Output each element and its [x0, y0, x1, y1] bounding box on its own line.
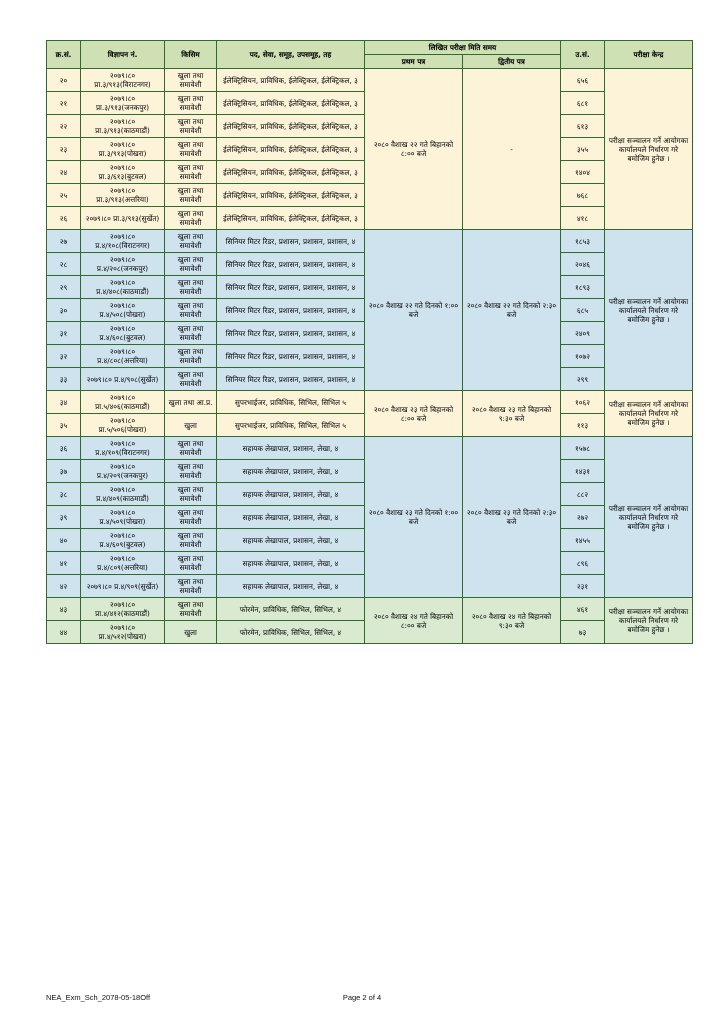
cell-sn: ३७ — [47, 460, 81, 483]
cell-post-service: सहायक लेखापाल, प्रशासन, लेखा, ४ — [217, 460, 365, 483]
cell-advertisement-no: २०७९।८० प्र.४/९०९(सुर्खेत) — [81, 575, 165, 598]
cell-paper1-datetime: २०८० वैशाख २२ गते बिहानको ८:०० बजे — [365, 69, 463, 230]
cell-candidate-count: ७३ — [561, 621, 605, 644]
cell-post-service: सुपरभाईजर, प्राविधिक, सिभिल, सिभिल ५ — [217, 391, 365, 414]
cell-sn: ४४ — [47, 621, 81, 644]
cell-advertisement-no: २०७९।८० प्रा.३/६१३(बुटवल) — [81, 161, 165, 184]
cell-sn: ३३ — [47, 368, 81, 391]
cell-advertisement-no: २०७९।८० प्रा.३/९१३(जनकपुर) — [81, 92, 165, 115]
cell-post-service: सहायक लेखापाल, प्रशासन, लेखा, ४ — [217, 437, 365, 460]
cell-candidate-count: ३५५ — [561, 138, 605, 161]
cell-paper2-datetime: २०८० वैशाख २४ गते बिहानको ९:३० बजे — [463, 598, 561, 644]
col-header-paper2: द्वितीय पत्र — [463, 55, 561, 69]
cell-advertisement-no: २०७९।८० प्रा.३/९१३(पोखरा) — [81, 138, 165, 161]
cell-type: खुला तथा समावेशी — [165, 506, 217, 529]
cell-candidate-count: ८८२ — [561, 483, 605, 506]
cell-post-service: सहायक लेखापाल, प्रशासन, लेखा, ४ — [217, 552, 365, 575]
cell-type: खुला तथा समावेशी — [165, 575, 217, 598]
col-header-advertisement-no: विज्ञापन नं. — [81, 41, 165, 69]
cell-candidate-count: २७२ — [561, 506, 605, 529]
cell-sn: २१ — [47, 92, 81, 115]
cell-exam-center: परीक्षा सञ्चालन गर्ने आयोगका कार्यालयले निर्धारण गरे बमोजिम हुनेछ । — [605, 437, 693, 598]
cell-type: खुला तथा समावेशी — [165, 299, 217, 322]
cell-sn: २९ — [47, 276, 81, 299]
cell-type: खुला तथा समावेशी — [165, 529, 217, 552]
cell-type: खुला तथा समावेशी — [165, 437, 217, 460]
cell-type: खुला तथा समावेशी — [165, 253, 217, 276]
cell-candidate-count: १४०४ — [561, 161, 605, 184]
cell-type: खुला तथा समावेशी — [165, 138, 217, 161]
cell-exam-center: परीक्षा सञ्चालन गर्ने आयोगका कार्यालयले निर्धारण गरे बमोजिम हुनेछ । — [605, 598, 693, 644]
cell-paper2-datetime: २०८० वैशाख २३ गते बिहानको ९:३० बजे — [463, 391, 561, 437]
cell-sn: ३८ — [47, 483, 81, 506]
cell-candidate-count: ६५६ — [561, 69, 605, 92]
cell-advertisement-no: २०७९।८० प्रा.४/५१२(पोखरा) — [81, 621, 165, 644]
cell-post-service: सिनियर मिटर रिडर, प्रशासन, प्रशासन, प्रशासन, ४ — [217, 368, 365, 391]
cell-type: खुला तथा समावेशी — [165, 230, 217, 253]
cell-sn: ३४ — [47, 391, 81, 414]
cell-candidate-count: १४३१ — [561, 460, 605, 483]
cell-advertisement-no: २०७९।८० प्र.४/५०८(पोखरा) — [81, 299, 165, 322]
cell-post-service: ईलेक्ट्रिसियन, प्राविधिक, ईलेक्ट्रिकल, ईलेक्ट्रिकल, ३ — [217, 69, 365, 92]
cell-candidate-count: २३१ — [561, 575, 605, 598]
cell-type: खुला तथा समावेशी — [165, 161, 217, 184]
cell-type: खुला तथा समावेशी — [165, 276, 217, 299]
cell-post-service: सिनियर मिटर रिडर, प्रशासन, प्रशासन, प्रशासन, ४ — [217, 276, 365, 299]
cell-advertisement-no: २०७९।८० प्र.४/८०८(अत्तरिया) — [81, 345, 165, 368]
cell-advertisement-no: २०७९।८० प्र.४/४०८(काठमाडौं) — [81, 276, 165, 299]
cell-paper2-datetime: २०८० वैशाख २३ गते दिनको २:३० बजे — [463, 437, 561, 598]
col-header-exam-center: परीक्षा केन्द्र — [605, 41, 693, 69]
cell-sn: ४२ — [47, 575, 81, 598]
col-header-exam-datetime: लिखित परीक्षा मिति समय — [365, 41, 561, 55]
cell-post-service: फोरमेन, प्राविधिक, सिभिल, सिभिल, ४ — [217, 598, 365, 621]
cell-paper1-datetime: २०८० वैशाख २३ गते दिनको १:०० बजे — [365, 437, 463, 598]
cell-sn: २० — [47, 69, 81, 92]
cell-candidate-count: ८९६ — [561, 552, 605, 575]
cell-type: खुला — [165, 414, 217, 437]
cell-type: खुला तथा समावेशी — [165, 322, 217, 345]
cell-candidate-count: ६८१ — [561, 92, 605, 115]
cell-type: खुला तथा समावेशी — [165, 92, 217, 115]
cell-type: खुला तथा समावेशी — [165, 184, 217, 207]
cell-type: खुला तथा समावेशी — [165, 598, 217, 621]
cell-type: खुला तथा समावेशी — [165, 69, 217, 92]
cell-post-service: सिनियर मिटर रिडर, प्रशासन, प्रशासन, प्रशासन, ४ — [217, 345, 365, 368]
col-header-post-service: पद, सेवा, समूह, उपसमूह, तह — [217, 41, 365, 69]
cell-advertisement-no: २०७९।८० प्रा.५/४०६(काठमाडौं) — [81, 391, 165, 414]
cell-candidate-count: १०७२ — [561, 345, 605, 368]
cell-candidate-count: १४५५ — [561, 529, 605, 552]
cell-post-service: सिनियर मिटर रिडर, प्रशासन, प्रशासन, प्रशासन, ४ — [217, 322, 365, 345]
cell-type: खुला तथा आ.प्र. — [165, 391, 217, 414]
cell-sn: ४३ — [47, 598, 81, 621]
page-footer — [46, 993, 678, 1002]
cell-candidate-count: २४०९ — [561, 322, 605, 345]
cell-exam-center: परीक्षा सञ्चालन गर्ने आयोगका कार्यालयले निर्धारण गरे बमोजिम हुनेछ । — [605, 391, 693, 437]
table-row — [47, 598, 693, 621]
cell-type: खुला तथा समावेशी — [165, 115, 217, 138]
cell-post-service: सिनियर मिटर रिडर, प्रशासन, प्रशासन, प्रशासन, ४ — [217, 299, 365, 322]
cell-advertisement-no: २०७९।८० प्रा.३/९१३(अत्तरिया) — [81, 184, 165, 207]
cell-post-service: सुपरभाईजर, प्राविधिक, सिभिल, सिभिल ५ — [217, 414, 365, 437]
cell-advertisement-no: २०७९।८० प्रा.३/९१३(काठमाडौं) — [81, 115, 165, 138]
cell-advertisement-no: २०७९।८० प्रा.४/४१२(काठमाडौं) — [81, 598, 165, 621]
table-header-row-1 — [47, 41, 693, 55]
cell-sn: २५ — [47, 184, 81, 207]
cell-sn: २२ — [47, 115, 81, 138]
cell-post-service: फोरमेन, प्राविधिक, सिभिल, सिभिल, ४ — [217, 621, 365, 644]
cell-sn: ४० — [47, 529, 81, 552]
table-row — [47, 69, 693, 92]
cell-type: खुला तथा समावेशी — [165, 552, 217, 575]
cell-post-service: सिनियर मिटर रिडर, प्रशासन, प्रशासन, प्रशासन, ४ — [217, 253, 365, 276]
cell-advertisement-no: २०७९।८० प्र.४/१०९(विराटनगर) — [81, 437, 165, 460]
cell-post-service: सहायक लेखापाल, प्रशासन, लेखा, ४ — [217, 483, 365, 506]
cell-sn: ४१ — [47, 552, 81, 575]
cell-exam-center: परीक्षा सञ्चालन गर्ने आयोगका कार्यालयले निर्धारण गरे बमोजिम हुनेछ । — [605, 69, 693, 230]
cell-candidate-count: ११३ — [561, 414, 605, 437]
cell-candidate-count: ४६१ — [561, 598, 605, 621]
col-header-type: किसिम — [165, 41, 217, 69]
cell-advertisement-no: २०७९।८० प्र.४/९०८(सुर्खेत) — [81, 368, 165, 391]
cell-advertisement-no: २०७९।८० प्रा.३/९१३(विराटनगर) — [81, 69, 165, 92]
table-body — [47, 69, 693, 644]
cell-paper1-datetime: २०८० वैशाख २४ गते बिहानको ८:०० बजे — [365, 598, 463, 644]
cell-candidate-count: १८५३ — [561, 230, 605, 253]
cell-candidate-count: २९९ — [561, 368, 605, 391]
cell-type: खुला तथा समावेशी — [165, 368, 217, 391]
footer-page-number: Page 2 of 4 — [342, 993, 382, 1002]
cell-type: खुला तथा समावेशी — [165, 460, 217, 483]
cell-advertisement-no: २०७९।८० प्र.४/६०८(बुटवल) — [81, 322, 165, 345]
table-row — [47, 437, 693, 460]
cell-post-service: ईलेक्ट्रिसियन, प्राविधिक, ईलेक्ट्रिकल, ईलेक्ट्रिकल, ३ — [217, 161, 365, 184]
cell-advertisement-no: २०७९।८० प्र.४/२०८(जनकपुर) — [81, 253, 165, 276]
table-row — [47, 391, 693, 414]
cell-candidate-count: १८९३ — [561, 276, 605, 299]
cell-post-service: ईलेक्ट्रिसियन, प्राविधिक, ईलेक्ट्रिकल, ईलेक्ट्रिकल, ३ — [217, 207, 365, 230]
cell-advertisement-no: २०७९।८० प्रा.३/९१३(सुर्खेत) — [81, 207, 165, 230]
cell-advertisement-no: २०७९।८० प्र.४/८०९(अत्तरिया) — [81, 552, 165, 575]
cell-post-service: ईलेक्ट्रिसियन, प्राविधिक, ईलेक्ट्रिकल, ईलेक्ट्रिकल, ३ — [217, 115, 365, 138]
col-header-paper1: प्रथम पत्र — [365, 55, 463, 69]
cell-exam-center: परीक्षा सञ्चालन गर्ने आयोगका कार्यालयले निर्धारण गरे बमोजिम हुनेछ । — [605, 230, 693, 391]
footer-file-id: NEA_Exm_Sch_2078-05-18Off — [46, 993, 151, 1002]
cell-type: खुला तथा समावेशी — [165, 483, 217, 506]
cell-advertisement-no: २०७९।८० प्र.४/२०९(जनकपुर) — [81, 460, 165, 483]
cell-sn: ३५ — [47, 414, 81, 437]
cell-post-service: सहायक लेखापाल, प्रशासन, लेखा, ४ — [217, 575, 365, 598]
table-row — [47, 230, 693, 253]
cell-post-service: ईलेक्ट्रिसियन, प्राविधिक, ईलेक्ट्रिकल, ईलेक्ट्रिकल, ३ — [217, 92, 365, 115]
cell-sn: २३ — [47, 138, 81, 161]
cell-candidate-count: ७६८ — [561, 184, 605, 207]
cell-sn: ३२ — [47, 345, 81, 368]
cell-sn: ३९ — [47, 506, 81, 529]
cell-candidate-count: ४१८ — [561, 207, 605, 230]
table-header — [47, 41, 693, 69]
cell-advertisement-no: २०७९।८० प्र.४/६०९(बुटवल) — [81, 529, 165, 552]
cell-sn: २६ — [47, 207, 81, 230]
cell-paper1-datetime: २०८० वैशाख २२ गते दिनको १:०० बजे — [365, 230, 463, 391]
col-header-candidate-count: उ.सं. — [561, 41, 605, 69]
cell-sn: २८ — [47, 253, 81, 276]
cell-paper2-datetime: २०८० वैशाख २२ गते दिनको २:३० बजे — [463, 230, 561, 391]
col-header-sn: क्र.सं. — [47, 41, 81, 69]
cell-paper2-datetime: - — [463, 69, 561, 230]
cell-post-service: सहायक लेखापाल, प्रशासन, लेखा, ४ — [217, 529, 365, 552]
cell-post-service: ईलेक्ट्रिसियन, प्राविधिक, ईलेक्ट्रिकल, ईलेक्ट्रिकल, ३ — [217, 184, 365, 207]
cell-post-service: सहायक लेखापाल, प्रशासन, लेखा, ४ — [217, 506, 365, 529]
cell-sn: ३१ — [47, 322, 81, 345]
cell-sn: २७ — [47, 230, 81, 253]
cell-paper1-datetime: २०८० वैशाख २३ गते बिहानको ८:०० बजे — [365, 391, 463, 437]
cell-candidate-count: २०४६ — [561, 253, 605, 276]
exam-schedule-table — [46, 40, 693, 644]
cell-post-service: ईलेक्ट्रिसियन, प्राविधिक, ईलेक्ट्रिकल, ईलेक्ट्रिकल, ३ — [217, 138, 365, 161]
cell-candidate-count: १५७८ — [561, 437, 605, 460]
cell-candidate-count: ६८५ — [561, 299, 605, 322]
cell-type: खुला तथा समावेशी — [165, 207, 217, 230]
cell-type: खुला तथा समावेशी — [165, 345, 217, 368]
cell-post-service: सिनियर मिटर रिडर, प्रशासन, प्रशासन, प्रशासन, ४ — [217, 230, 365, 253]
cell-sn: ३६ — [47, 437, 81, 460]
cell-sn: २४ — [47, 161, 81, 184]
cell-type: खुला — [165, 621, 217, 644]
cell-advertisement-no: २०७९।८० प्र.४/१०८(विराटनगर) — [81, 230, 165, 253]
cell-candidate-count: १०६२ — [561, 391, 605, 414]
cell-advertisement-no: २०७९।८० प्र.४/४०९(काठमाडौं) — [81, 483, 165, 506]
cell-candidate-count: ६१३ — [561, 115, 605, 138]
cell-sn: ३० — [47, 299, 81, 322]
cell-advertisement-no: २०७९।८० प्र.४/५०९(पोखरा) — [81, 506, 165, 529]
cell-advertisement-no: २०७९।८० प्रा.५/५०६(पोखरा) — [81, 414, 165, 437]
